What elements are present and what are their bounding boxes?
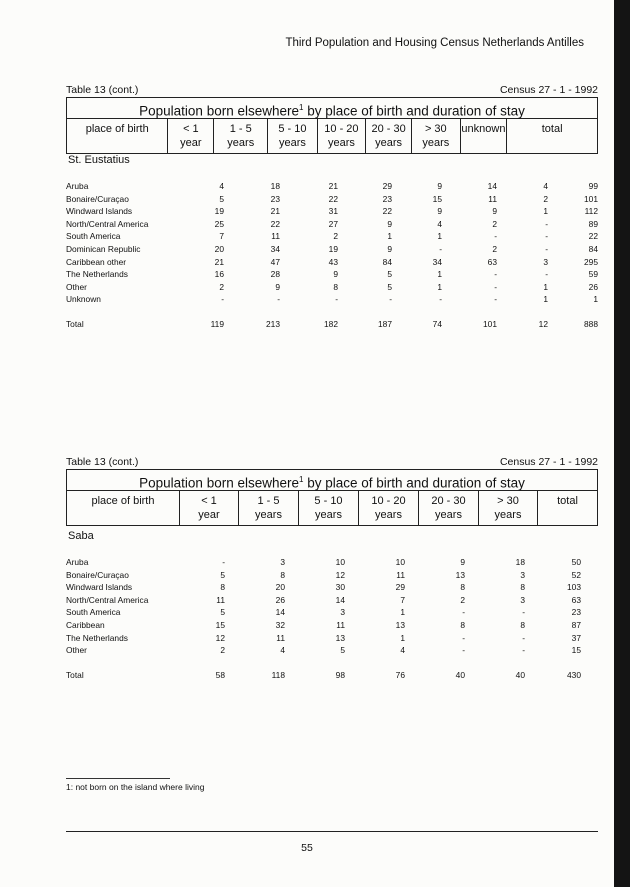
table-cell: 14 [275, 607, 285, 618]
table-cell: 101 [584, 193, 598, 204]
table-cell: 59 [588, 269, 598, 280]
table-cell: 4 [437, 218, 442, 229]
table-cell: - [277, 294, 280, 305]
table-cell: 11 [396, 569, 405, 580]
column-header: < 1 year [168, 119, 214, 153]
total-row [66, 669, 598, 682]
table-row [66, 632, 598, 645]
table-cell: 3 [340, 607, 345, 618]
table-cell: 14 [335, 594, 345, 605]
table-row [66, 193, 598, 206]
column-header: place of birth [67, 119, 168, 153]
table-cell: - [335, 294, 338, 305]
column-header: 1 - 5 years [239, 491, 299, 525]
table-cell: - [494, 269, 497, 280]
table-cell: 182 [324, 318, 338, 329]
table-cell: 2 [543, 193, 548, 204]
table-cell: - [462, 645, 465, 656]
table-cell: 23 [382, 193, 392, 204]
table-cell: 4 [400, 645, 405, 656]
table-cell: 9 [437, 181, 442, 191]
table-cell: - [439, 294, 442, 305]
table-cell: - [462, 632, 465, 643]
table-cell: 5 [220, 569, 225, 580]
table-cell: 7 [400, 594, 405, 605]
table-row [66, 293, 598, 306]
table-cell: 23 [270, 193, 280, 204]
table-cell: 8 [333, 281, 338, 292]
column-header: 5 - 10 years [299, 491, 359, 525]
table-cell: 2 [219, 281, 224, 292]
row-label: Aruba [66, 181, 89, 191]
table-cell: 26 [275, 594, 285, 605]
table-cell: 47 [270, 256, 280, 267]
table-cell: 4 [280, 645, 285, 656]
column-header: total [541, 123, 563, 135]
table-cell: - [545, 269, 548, 280]
table-cell: 112 [584, 206, 598, 217]
table-caption-row [66, 456, 598, 468]
table-row [66, 180, 598, 193]
column-header: > 30 years [479, 491, 538, 525]
table-cell: 63 [487, 256, 497, 267]
table-cell: 2 [492, 218, 497, 229]
table-caption-row [66, 84, 598, 96]
table-row [66, 256, 598, 269]
table-cell: 12 [538, 318, 548, 329]
table-cell: 89 [588, 218, 598, 229]
table-cell: - [494, 231, 497, 242]
table-cell: - [545, 218, 548, 229]
running-head: Third Population and Housing Census Netherlands Antilles [285, 37, 584, 49]
table-cell: - [494, 281, 497, 292]
table-cell: 9 [387, 218, 392, 229]
table-cell: 13 [395, 619, 405, 630]
table-cell: - [389, 294, 392, 305]
table-cell: 1 [437, 231, 442, 242]
table-cell: 30 [335, 582, 345, 593]
table-cell: - [522, 645, 525, 656]
table-cell: 2 [492, 243, 497, 254]
table-cell: 1 [437, 281, 442, 292]
table-cell: 1 [437, 269, 442, 280]
table-cell: 9 [275, 281, 280, 292]
table-cell: 9 [387, 243, 392, 254]
row-label: Caribbean other [66, 256, 127, 267]
row-label: Windward Islands [66, 582, 133, 593]
table-cell: 1 [543, 281, 548, 292]
table-cell: 29 [382, 181, 392, 191]
table-cell: 18 [515, 557, 525, 567]
row-label: South America [66, 607, 121, 618]
table-cell: 26 [588, 281, 598, 292]
table-cell: 9 [492, 206, 497, 217]
table-cell: 10 [335, 557, 345, 567]
table-cell: 8 [460, 582, 465, 593]
table-cell: 15 [432, 193, 442, 204]
column-header: 20 - 30 years [366, 119, 412, 153]
table-cell: 98 [335, 669, 345, 680]
column-header: 5 - 10 years [268, 119, 317, 153]
table-cell: 76 [395, 669, 405, 680]
column-header: total [557, 495, 578, 507]
column-header: 20 - 30 years [419, 491, 479, 525]
column-headers [67, 491, 597, 525]
table-cell: 43 [328, 256, 338, 267]
table-cell: 22 [270, 218, 280, 229]
table-row [66, 281, 598, 294]
table-cell: 84 [382, 256, 392, 267]
table-cell: 21 [214, 256, 224, 267]
table-cell: 16 [214, 269, 224, 280]
table-cell: 13 [335, 632, 345, 643]
table-row [66, 243, 598, 256]
column-header: 10 - 20 years [318, 119, 367, 153]
table-cell: 37 [571, 632, 581, 643]
row-label: Caribbean [66, 619, 105, 630]
table-cell: 295 [584, 256, 598, 267]
table-cell: 101 [483, 318, 497, 329]
table-row [66, 230, 598, 243]
table-cell: 22 [382, 206, 392, 217]
table-cell: 14 [487, 181, 497, 191]
table-cell: 31 [328, 206, 338, 217]
table-cell: 103 [567, 582, 581, 593]
table-row [66, 218, 598, 231]
table-cell: 9 [437, 206, 442, 217]
table-cell: 7 [219, 231, 224, 242]
table-cell: 63 [571, 594, 581, 605]
table-cell: 118 [271, 669, 285, 680]
table-cell: 3 [520, 569, 525, 580]
row-label: Aruba [66, 557, 89, 567]
table-cell: 11 [488, 193, 497, 204]
table-cell: 5 [387, 281, 392, 292]
row-label: North/Central America [66, 594, 149, 605]
table-cell: 99 [588, 181, 598, 191]
table-cell: 5 [220, 607, 225, 618]
table-cell: 1 [593, 294, 598, 305]
census-date: Census 27 - 1 - 1992 [499, 84, 598, 96]
table-cell: 18 [270, 181, 280, 191]
table-header-box [66, 97, 598, 154]
column-header: unknown [461, 119, 508, 153]
table-cell: 3 [520, 594, 525, 605]
row-label: South America [66, 231, 121, 242]
table-cell: 2 [460, 594, 465, 605]
row-label: North/Central America [66, 218, 149, 229]
table-cell: 4 [219, 181, 224, 191]
table-cell: 23 [571, 607, 581, 618]
table-cell: 20 [275, 582, 285, 593]
table-cell: 1 [543, 294, 548, 305]
table-cell: - [522, 607, 525, 618]
table-row [66, 569, 598, 582]
table-cell: 32 [275, 619, 285, 630]
footnote: 1: not born on the island where living [66, 782, 205, 792]
table-row [66, 594, 598, 607]
table-cell: - [545, 243, 548, 254]
table-caption: Table 13 (cont.) [66, 84, 139, 96]
table-cell: 28 [270, 269, 280, 280]
column-header: 10 - 20 years [359, 491, 419, 525]
row-label: Windward Islands [66, 206, 133, 217]
table-cell: 13 [455, 569, 465, 580]
table-cell: 50 [571, 557, 581, 567]
table-row [66, 644, 598, 657]
table-cell: - [221, 294, 224, 305]
table-cell: 15 [215, 619, 225, 630]
row-label: Bonaire/Curaçao [66, 569, 129, 580]
table-row [66, 619, 598, 632]
table-cell: 430 [567, 669, 581, 680]
table-cell: 19 [328, 243, 338, 254]
table-title: Population born elsewhere$^1$ by place of birth and duration of stay [67, 470, 597, 491]
table-cell: 34 [432, 256, 442, 267]
table-cell: 34 [270, 243, 280, 254]
table-cell: 40 [515, 669, 525, 680]
column-header: place of birth [67, 491, 180, 525]
table-cell: 187 [378, 318, 392, 329]
column-header: < 1 year [180, 491, 239, 525]
table-cell: 25 [214, 218, 224, 229]
table-row [66, 581, 598, 594]
table-cell: 8 [520, 619, 525, 630]
table-cell: 11 [216, 594, 225, 605]
table-cell: 213 [266, 318, 280, 329]
table-cell: 15 [571, 645, 581, 656]
table-cell: 9 [333, 269, 338, 280]
row-label: The Netherlands [66, 269, 128, 280]
table-cell: 19 [214, 206, 224, 217]
row-label: The Netherlands [66, 632, 128, 643]
table-row [66, 268, 598, 281]
table-title: Population born elsewhere$^1$ by place of birth and duration of stay [67, 98, 597, 119]
table-cell: 87 [571, 619, 581, 630]
table-cell: 22 [588, 231, 598, 242]
table-cell: 1 [387, 231, 392, 242]
table-row [66, 205, 598, 218]
table-cell: 1 [400, 632, 405, 643]
table-cell: 8 [280, 569, 285, 580]
column-header: > 30 years [412, 119, 461, 153]
table-cell: 12 [335, 569, 345, 580]
table-cell: 8 [520, 582, 525, 593]
table-row [66, 556, 598, 569]
table-cell: 3 [543, 256, 548, 267]
table-caption: Table 13 (cont.) [66, 456, 139, 468]
column-headers [67, 119, 597, 153]
page-number: 55 [301, 842, 313, 854]
page-bottom-rule [66, 831, 598, 832]
table-cell: 8 [460, 619, 465, 630]
table-cell: 20 [214, 243, 224, 254]
table-cell: 119 [210, 318, 224, 329]
table-cell: 4 [543, 181, 548, 191]
table-cell: 2 [333, 231, 338, 242]
row-label: Bonaire/Curaçao [66, 193, 129, 204]
footnote-rule [66, 778, 170, 779]
table-body [66, 556, 598, 681]
table-cell: 1 [543, 206, 548, 217]
row-label: Other [66, 645, 87, 656]
table-cell: 58 [215, 669, 225, 680]
table-cell: 11 [336, 619, 345, 630]
table-cell: 40 [455, 669, 465, 680]
region-label: St. Eustatius [68, 154, 130, 166]
table-cell: 22 [328, 193, 338, 204]
region-label: Saba [68, 530, 94, 542]
table-cell: 5 [340, 645, 345, 656]
table-cell: - [522, 632, 525, 643]
table-cell: - [439, 243, 442, 254]
table-cell: 29 [395, 582, 405, 593]
table-cell: 3 [280, 557, 285, 567]
table-cell: 10 [395, 557, 405, 567]
table-cell: 12 [215, 632, 225, 643]
table-cell: 21 [270, 206, 280, 217]
table-cell: 84 [588, 243, 598, 254]
column-header: 1 - 5 years [214, 119, 268, 153]
table-cell: 2 [220, 645, 225, 656]
table-cell: 8 [220, 582, 225, 593]
table-cell: 27 [328, 218, 338, 229]
table-cell: 888 [584, 318, 598, 329]
total-row [66, 318, 598, 331]
table-cell: 5 [387, 269, 392, 280]
table-body [66, 180, 598, 331]
census-date: Census 27 - 1 - 1992 [499, 456, 598, 468]
row-label: Total [66, 318, 84, 329]
table-cell: 11 [276, 632, 285, 643]
table-cell: 52 [571, 569, 581, 580]
scan-edge [614, 0, 630, 887]
table-cell: 21 [328, 181, 338, 191]
table-cell: - [222, 557, 225, 567]
table-row [66, 606, 598, 619]
table-cell: 11 [271, 231, 280, 242]
table-cell: - [545, 231, 548, 242]
row-label: Total [66, 669, 84, 680]
table-cell: - [494, 294, 497, 305]
table-cell: 5 [219, 193, 224, 204]
table-header-box [66, 469, 598, 526]
table-cell: - [462, 607, 465, 618]
row-label: Dominican Republic [66, 243, 141, 254]
row-label: Unknown [66, 294, 101, 305]
table-cell: 1 [400, 607, 405, 618]
table-cell: 9 [460, 557, 465, 567]
table-cell: 74 [432, 318, 442, 329]
row-label: Other [66, 281, 87, 292]
